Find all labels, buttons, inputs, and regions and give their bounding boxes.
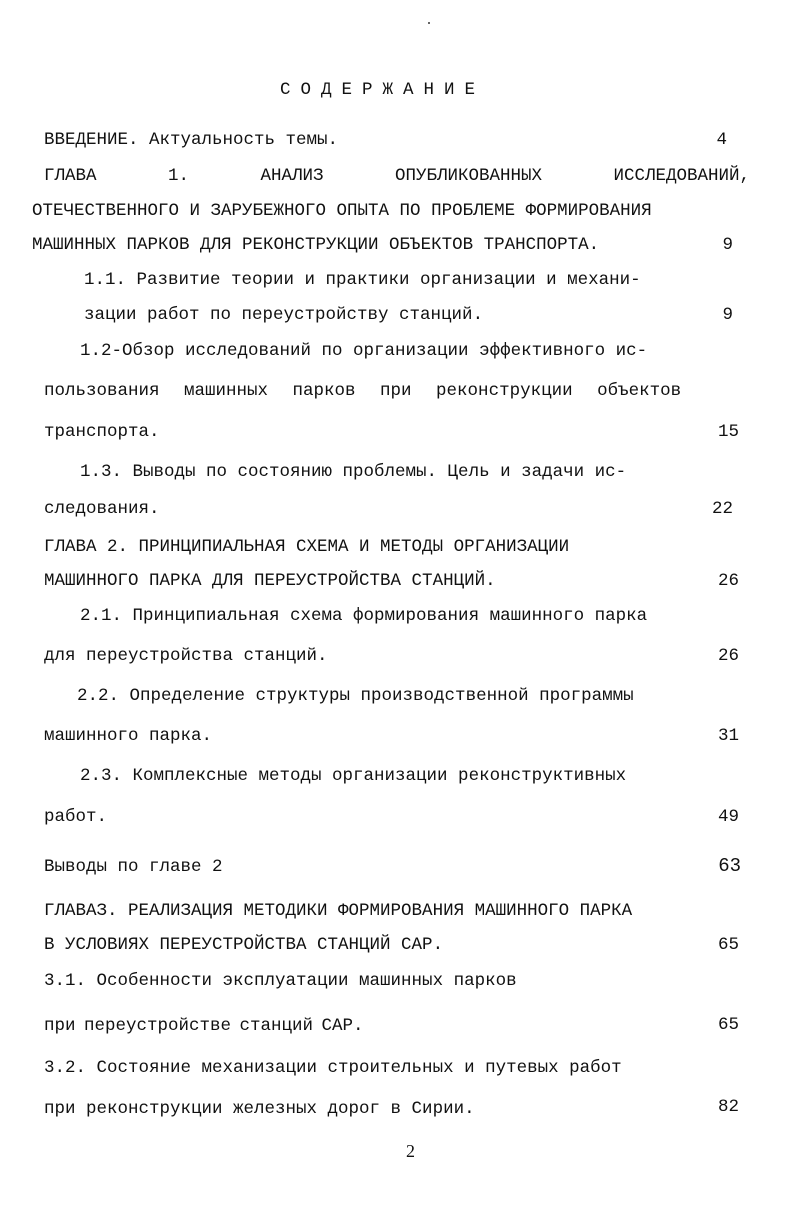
- toc-entry-1-2-line-2: пользования машинных парков при реконструкции объектов: [44, 381, 682, 401]
- toc-entry-2-2-line-2: машинного парка.: [44, 726, 213, 746]
- toc-entry-chapter-2-line-1: ГЛАВА 2. ПРИНЦИПИАЛЬНАЯ СХЕМА И МЕТОДЫ ОРГАНИЗАЦИИ: [44, 537, 570, 557]
- toc-entry-3-1-line-2: при переустройстве станций САР.: [44, 1016, 364, 1036]
- toc-entry-2-1-line-1: 2.1. Принципиальная схема формирования машинного парка: [80, 606, 648, 626]
- toc-page-number: 9: [722, 235, 733, 255]
- chapter-1-word-3: АНАЛИЗ: [260, 166, 324, 186]
- toc-entry-introduction: ВВЕДЕНИЕ. Актуальность темы.: [44, 130, 339, 150]
- toc-entry-chapter-3-line-1: ГЛАВАЗ. РЕАЛИЗАЦИЯ МЕТОДИКИ ФОРМИРОВАНИЯ МАШИННОГО ПАРКА: [44, 901, 633, 921]
- toc-entry-3-1-line-1: 3.1. Особенности эксплуатации машинных парков: [44, 971, 517, 991]
- chapter-1-word-5: ИССЛЕДОВАНИЙ,: [613, 166, 750, 186]
- toc-entry-1-3-line-1: 1.3. Выводы по состоянию проблемы. Цель и задачи ис-: [80, 462, 627, 482]
- chapter-1-word-1: ГЛАВА: [44, 166, 97, 186]
- toc-entry-chapter-1-line-3: МАШИННЫХ ПАРКОВ ДЛЯ РЕКОНСТРУКЦИИ ОБЪЕКТОВ ТРАНСПОРТА.: [32, 235, 600, 255]
- toc-page-number: 26: [717, 646, 739, 666]
- toc-page-number: 63: [718, 855, 741, 877]
- toc-entry-3-2-line-1: 3.2. Состояние механизации строительных и путевых работ: [44, 1058, 622, 1078]
- page-number: 2: [406, 1141, 415, 1161]
- toc-entry-1-2-line-3: транспорта.: [44, 422, 160, 442]
- toc-page-number: 4: [716, 130, 727, 150]
- toc-entry-conclusions-chapter-2: Выводы по главе 2: [44, 857, 223, 877]
- toc-entry-2-2-line-1: 2.2. Определение структуры производственной программы: [77, 686, 634, 706]
- toc-title: СОДЕРЖАНИЕ: [280, 80, 486, 100]
- toc-page-number: 31: [717, 726, 739, 746]
- toc-page-number: 9: [722, 305, 733, 325]
- toc-page-number: 15: [717, 422, 739, 442]
- toc-page-number: 22: [711, 499, 733, 519]
- toc-page-number: 65: [717, 1015, 739, 1035]
- scan-speck: [428, 22, 430, 24]
- chapter-1-word-2: 1.: [167, 166, 189, 186]
- toc-entry-chapter-1-line-1: [44, 165, 750, 187]
- chapter-1-word-4: ОПУБЛИКОВАННЫХ: [394, 166, 542, 186]
- toc-entry-1-1-line-2: зации работ по переустройству станций.: [84, 305, 484, 325]
- toc-page-number: 82: [717, 1097, 739, 1117]
- toc-entry-chapter-2-line-2: МАШИННОГО ПАРКА ДЛЯ ПЕРЕУСТРОЙСТВА СТАНЦИЙ.: [44, 571, 496, 591]
- toc-entry-1-3-line-2: следования.: [44, 499, 160, 519]
- toc-entry-3-2-line-2: при реконструкции железных дорог в Сирии.: [44, 1099, 475, 1119]
- toc-page-number: 49: [717, 807, 739, 827]
- toc-entry-1-2-line-1: 1.2-Обзор исследований по организации эффективного ис-: [80, 341, 648, 361]
- toc-entry-2-1-line-2: для переустройства станций.: [44, 646, 328, 666]
- toc-entry-2-3-line-1: 2.3. Комплексные методы организации реконструктивных: [80, 766, 627, 786]
- toc-page-number: 65: [717, 935, 739, 955]
- toc-page-number: 26: [717, 571, 739, 591]
- toc-entry-2-3-line-2: работ.: [44, 807, 108, 827]
- toc-entry-1-1-line-1: 1.1. Развитие теории и практики организации и механи-: [84, 270, 641, 290]
- toc-entry-chapter-1-line-2: ОТЕЧЕСТВЕННОГО И ЗАРУБЕЖНОГО ОПЫТА ПО ПРОБЛЕМЕ ФОРМИРОВАНИЯ: [32, 201, 652, 221]
- toc-entry-chapter-3-line-2: В УСЛОВИЯХ ПЕРЕУСТРОЙСТВА СТАНЦИЙ САР.: [44, 935, 444, 955]
